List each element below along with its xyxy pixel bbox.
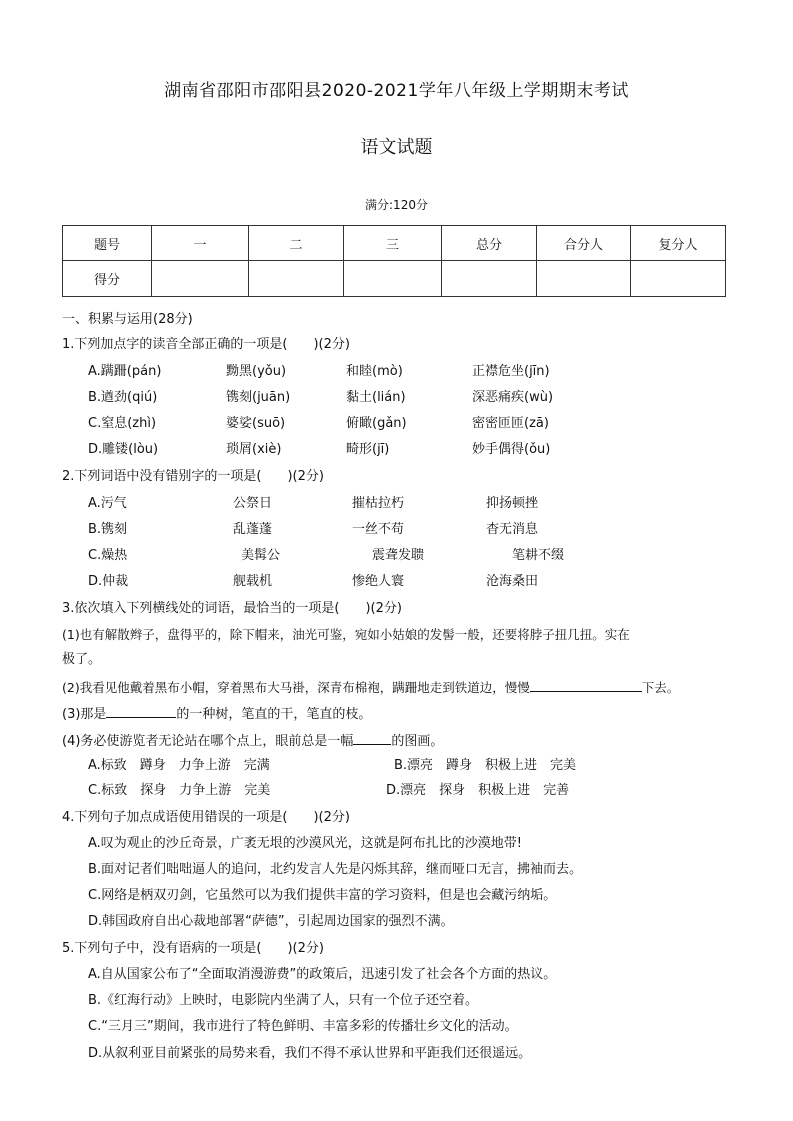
q1-option: 黏土(lián) [346,390,406,405]
score-header-cell: 三 [344,226,442,261]
q2-option: 笔耕不缀 [512,548,565,563]
q5-option: A.自从国家公布了“全面取消漫游费”的政策后，迅速引发了社会各个方面的热议。 [88,967,557,982]
q3-sentence-3-end: 的一种树，笔直的干，笔直的枝。 [176,707,372,722]
q3-sentence-4-end: 的图画。 [391,734,444,749]
q4-option: B.面对记者们咄咄逼人的追问，北约发言人先是闪烁其辞，继而哑口无言，拂袖而去。 [88,862,583,877]
q3-sentence-2 [62,679,679,696]
q3-sentence-2-text: (2)我看见他戴着黑布小帽，穿着黑布大马褂，深青布棉袍，蹒跚地走到铁道边，慢慢 [62,680,530,695]
q2-option: 杳无消息 [486,522,539,537]
q2-option: C.燥热 [88,548,128,563]
q3-sentence-1-end: 极了。 [62,652,102,667]
q1-option: 琐屑(xiè) [226,442,282,457]
q1-option: A.蹒跚(pán) [88,364,162,379]
score-header-cell: 合分人 [537,226,631,261]
q1-option: 婆娑(suō) [226,416,286,431]
q3-sentence-3 [62,705,371,723]
q2-option: B.镌刻 [88,522,128,537]
answer-blank[interactable] [530,679,642,692]
score-cell[interactable] [442,261,537,297]
q1-option: 深恶痛疾(wù) [472,390,554,405]
score-row-label: 得分 [63,261,152,297]
section-heading: 一、积累与运用(28分) [62,312,193,327]
q2-option: 沧海桑田 [486,574,539,589]
q2-option: D.仲裁 [88,574,129,589]
q2-option: 惨绝人寰 [352,574,405,589]
score-header-cell: 题号 [63,226,152,261]
score-cell[interactable] [344,261,442,297]
q4-option: C.网络是柄双刃剑，它虽然可以为我们提供丰富的学习资料，但是也会藏污纳垢。 [88,888,557,903]
q2-option: 抑扬顿挫 [486,496,539,511]
full-mark: 满分:120分 [365,198,428,212]
q3-option: D.漂亮 探身 积极上进 完善 [386,783,570,798]
q1-option: 黝黑(yǒu) [226,364,287,379]
q1-option: 和睦(mò) [346,364,403,379]
q2-option: 震聋发聩 [372,548,425,563]
question-5-stem: 5.下列句子中，没有语病的一项是( )(2分) [62,941,324,956]
q2-option: 一丝不苟 [352,522,405,537]
q1-option: 镌刻(juān) [226,390,291,405]
q3-sentence-2-end: 下去。 [641,680,680,695]
q1-option: 正襟危坐(jīn) [472,364,550,379]
q3-sentence-3-text: (3)那是 [62,707,107,722]
q3-sentence-4 [62,732,443,750]
q5-option: D.从叙利亚目前紧张的局势来看，我们不得不承认世界和平距我们还很遥远。 [88,1046,532,1061]
score-table [62,225,726,297]
score-header-cell: 总分 [442,226,537,261]
q1-option: 畸形(jī) [346,442,390,457]
score-header-cell: 一 [152,226,249,261]
score-cell[interactable] [249,261,344,297]
q2-option: A.污气 [88,496,127,511]
score-header-cell: 二 [249,226,344,261]
q1-option: B.遒劲(qiú) [88,390,158,405]
answer-blank[interactable] [106,705,176,718]
q2-option: 舰载机 [233,574,273,589]
q1-option: C.窒息(zhì) [88,416,157,431]
question-4-stem: 4.下列句子加点成语使用错误的一项是( )(2分) [62,810,350,825]
q5-option: C.“三月三”期间，我市进行了特色鲜明、丰富多彩的传播壮乡文化的活动。 [88,1019,518,1034]
q3-option: C.标致 探身 力争上游 完美 [88,783,271,798]
score-cell[interactable] [152,261,249,297]
q3-option: A.标致 蹲身 力争上游 完满 [88,758,270,773]
q1-option: 俯瞰(gǎn) [346,416,407,431]
q1-option: D.雕镂(lòu) [88,442,159,457]
exam-title: 湖南省邵阳市邵阳县2020-2021学年八年级上学期期末考试 [164,81,629,101]
q3-sentence-4-text: (4)务必使游览者无论站在哪个点上，眼前总是一幅 [62,734,354,749]
q3-sentence-1: (1)也有解散辫子，盘得平的，除下帽来，油光可鉴，宛如小姑娘的发髻一般，还要将脖子扭几扭。实在 [62,627,630,642]
score-cell[interactable] [631,261,726,297]
q1-option: 密密匝匝(zā) [472,416,549,431]
q3-option: B.漂亮 蹲身 积极上进 完美 [394,758,577,773]
answer-blank[interactable] [353,732,391,745]
question-1-stem: 1.下列加点字的读音全部正确的一项是( )(2分) [62,337,350,352]
q2-option: 公祭日 [233,496,273,511]
q4-option: A.叹为观止的沙丘奇景，广袤无垠的沙漠风光，这就是阿布扎比的沙漠地带! [88,836,523,851]
q2-option: 美髯公 [241,548,281,563]
q2-option: 摧枯拉朽 [352,496,405,511]
exam-subtitle: 语文试题 [360,137,433,158]
question-2-stem: 2.下列词语中没有错别字的一项是( )(2分) [62,469,324,484]
q1-option: 妙手偶得(ǒu) [472,442,551,457]
q5-option: B.《红海行动》上映时，电影院内坐满了人，只有一个位子还空着。 [88,993,479,1008]
q2-option: 乱蓬蓬 [233,522,273,537]
score-header-cell: 复分人 [631,226,726,261]
q4-option: D.韩国政府自出心裁地部署“萨德”，引起周边国家的强烈不满。 [88,914,454,929]
question-3-stem: 3.依次填入下列横线处的词语，最恰当的一项是( )(2分) [62,601,402,616]
score-cell[interactable] [537,261,631,297]
